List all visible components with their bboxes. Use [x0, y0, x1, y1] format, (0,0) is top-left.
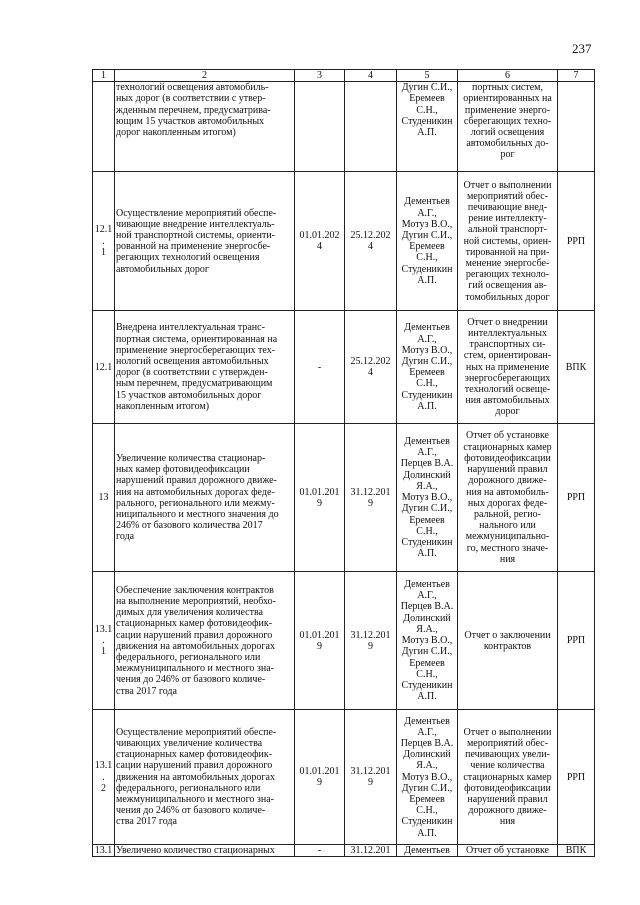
header-row [93, 70, 595, 82]
table-row [93, 172, 595, 311]
event-description: Внедрена интеллектуальная транс- портная система, ориентированная на применение энергосберегающих тех- нологий освещения автомобильных дорог (в соответствии с утвержден- ным перечнем, предусматривающим 15 участков автомобильных дорог накопленным итогом) [115, 311, 295, 424]
event-description: Обеспечение заключения контрактов на выполнение мероприятий, необхо- димых для увеличения количества стационарных камер фотовидеофик- сации нарушений правил дорожного движения на автомобильных дорогах федерального, регионального или межмуниципального и местного зна- чения до 246% от базового количе- ства 2017 года [115, 572, 295, 710]
table-row [93, 710, 595, 845]
responsible-code [558, 82, 595, 172]
start-date [295, 82, 345, 172]
header-col-3: 3 [295, 70, 345, 82]
expected-result: портных систем, ориентированных на применение энерго- сберегающих техно- логий освещения автомобильных до- рог [458, 82, 558, 172]
executors: Дементьев [397, 845, 458, 857]
start-date: 01.01.201 9 [295, 572, 345, 710]
responsible-code: ВПК [558, 311, 595, 424]
event-description: Осуществление мероприятий обеспе- чивающих увеличение количества стационарных камер фотовидеофик- сации нарушений правил дорожного движения на автомобильных дорогах федерального, регионального или межмуниципального и местного зна- чения до 246% от базового количе- ства 2017 года [115, 710, 295, 845]
expected-result: Отчет о выполнении мероприятий обес- печивающие внед- рение интеллекту- альной транспорт- ной системы, ориен- тированной на при- менение энергосбе- регающих техноло- гий освещения ав- томобильных дорог [458, 172, 558, 311]
header-col-5: 5 [397, 70, 458, 82]
header-col-1: 1 [93, 70, 115, 82]
expected-result: Отчет о заключении контрактов [458, 572, 558, 710]
table-row [93, 82, 595, 172]
row-number: 13 [93, 424, 115, 572]
start-date: 01.01.202 4 [295, 172, 345, 311]
event-description: технологий освещения автомобиль- ных дорог (в соответствии с утвер- жденным перечнем, предусматрива- ющим 15 участков автомобильных дорог накопленным итогом) [115, 82, 295, 172]
end-date: 31.12.201 [345, 845, 397, 857]
end-date: 25.12.202 4 [345, 311, 397, 424]
event-description: Увеличение количества стационар- ных камер фотовидеофиксации нарушений правил дорожного движе- ния на автомобильных дорогах феде- рального, регионального или межму- ниципального и местного значения до 246% от базового количества 2017 года [115, 424, 295, 572]
row-number [93, 82, 115, 172]
row-number: 12.1. 1 [93, 172, 115, 311]
expected-result: Отчет о выполнении мероприятий обес- печивающих увели- чение количества стационарных камер фотовидеофиксации нарушений правил дорожного движе- ния [458, 710, 558, 845]
end-date: 31.12.201 9 [345, 424, 397, 572]
table-row [93, 572, 595, 710]
expected-result: Отчет об установке стационарных камер фотовидеофиксации нарушений правил дорожного движе- ния на автомобиль- ных дорогах феде- ральной, регио- нального или межмуниципально- го, местного значе- ния [458, 424, 558, 572]
end-date: 25.12.202 4 [345, 172, 397, 311]
expected-result: Отчет о внедрении интеллектуальных транспортных си- стем, ориентирован- ных на применение энергосберегающих технологий освеще- ния автомобильных дорог [458, 311, 558, 424]
responsible-code: РРП [558, 572, 595, 710]
responsible-code: ВПК [558, 845, 595, 857]
header-col-2: 2 [115, 70, 295, 82]
executors: Дементьев А.Г., Перцев В.А. Долинский Я.А., Мотуз В.О., Дугин С.И., Еремеев С.Н., Студеникин А.П. [397, 710, 458, 845]
row-number: 13.1 [93, 845, 115, 857]
table-row [93, 311, 595, 424]
end-date [345, 82, 397, 172]
row-number: 13.1. 2 [93, 710, 115, 845]
expected-result: Отчет об установке [458, 845, 558, 857]
executors: Дементьев А.Г., Перцев В.А. Долинский Я.А., Мотуз В.О., Дугин С.И., Еремеев С.Н., Студеникин А.П. [397, 424, 458, 572]
executors: Дементьев А.Г., Перцев В.А. Долинский Я.А., Мотуз В.О., Дугин С.И., Еремеев С.Н., Студеникин А.П. [397, 572, 458, 710]
start-date: 01.01.201 9 [295, 710, 345, 845]
event-description: Осуществление мероприятий обеспе- чивающие внедрение интеллектуаль- ной транспортной системы, ориенти- рованной на применение энергосбе- регающих технологий освещения автомобильных дорог [115, 172, 295, 311]
end-date: 31.12.201 9 [345, 710, 397, 845]
row-number: 13.1. 1 [93, 572, 115, 710]
table-row [93, 424, 595, 572]
row-number: 12.1 [93, 311, 115, 424]
executors: Дугин С.И., Еремеев С.Н., Студеникин А.П. [397, 82, 458, 172]
event-description: Увеличено количество стационарных [115, 845, 295, 857]
header-col-7: 7 [558, 70, 595, 82]
start-date: - [295, 845, 345, 857]
header-col-4: 4 [345, 70, 397, 82]
table-row [93, 845, 595, 857]
executors: Дементьев А.Г., Мотуз В.О., Дугин С.И., Еремеев С.Н., Студеникин А.П. [397, 311, 458, 424]
responsible-code: РРП [558, 710, 595, 845]
action-plan-table [92, 69, 595, 857]
executors: Дементьев А.Г., Мотуз В.О., Дугин С.И., Еремеев С.Н., Студеникин А.П. [397, 172, 458, 311]
page-number: 237 [572, 41, 592, 56]
responsible-code: РРП [558, 172, 595, 311]
responsible-code: РРП [558, 424, 595, 572]
start-date: - [295, 311, 345, 424]
end-date: 31.12.201 9 [345, 572, 397, 710]
start-date: 01.01.201 9 [295, 424, 345, 572]
header-col-6: 6 [458, 70, 558, 82]
